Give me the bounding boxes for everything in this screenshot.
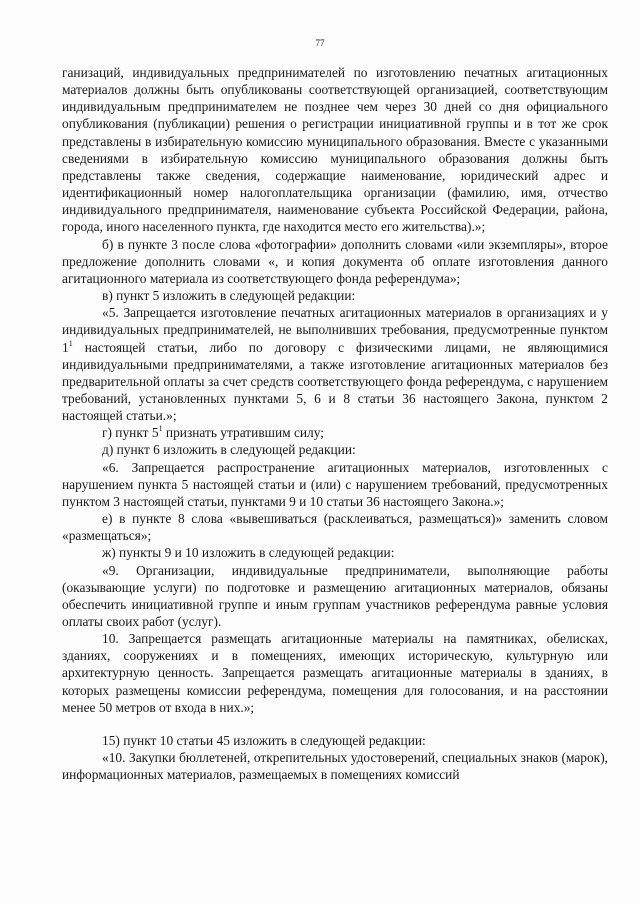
paragraph-text: «9. Организации, индивидуальные предприниматели, выполняющие работы (оказывающие услуги) по подготовке и размещению агитационных материалов, обязаны обеспечить инициативной группе и иным группам участников референдума равные условия оплаты своих работ (услуг). — [62, 562, 608, 629]
page-number: 77 — [315, 38, 325, 48]
superscript: 1 — [158, 424, 163, 434]
paragraph — [62, 732, 608, 749]
paragraph-text: 10. Запрещается размещать агитационные материалы на памятниках, обелисках, зданиях, сооружениях и в помещениях, имеющих историческую, культурную или архитектурную ценность. Запрещается размещать агитационные материалы в зданиях, в которых размещены комиссии референдума, помещения для голосования, и на расстоянии менее 50 метров от входа в них.»; — [62, 631, 608, 715]
paragraph — [62, 236, 608, 287]
paragraph — [62, 304, 608, 424]
paragraph — [62, 441, 608, 458]
paragraph — [62, 287, 608, 304]
paragraph-text: в) пункт 5 изложить в следующей редакции: — [102, 288, 356, 304]
paragraph — [62, 544, 608, 561]
paragraph — [62, 64, 608, 236]
paragraph — [62, 630, 608, 716]
paragraph-text: настоящей статьи, либо по договору с физическими лицами, не являющимися индивидуальными предпринимателями, а также изготовление агитационных материалов без предварительной оплаты за счет средств соответствующего фонда референдума, с нарушением требований, установленных пунктами 5, 6 и 8 статьи 36 настоящего Закона, пунктом 2 настоящей статьи.»; — [62, 339, 608, 424]
paragraph — [62, 749, 608, 783]
paragraph — [62, 562, 608, 631]
paragraph — [62, 459, 608, 510]
paragraph-text: е) в пункте 8 слова «вывешиваться (расклеиваться, размещаться)» заменить словом «размещаться»; — [62, 511, 608, 544]
paragraph — [62, 424, 608, 441]
paragraph-text: ж) пункты 9 и 10 изложить в следующей редакции: — [102, 545, 395, 561]
paragraph-text: б) в пункте 3 после слова «фотографии» дополнить словами «или экземпляры», второе предложение дополнить словами «, и копия документа об оплате изготовления данного агитационного материала из соответствующего фонда референдума»; — [62, 236, 608, 286]
paragraph-text: г) пункт 5 — [102, 425, 159, 441]
paragraph-text: д) пункт 6 изложить в следующей редакции: — [102, 442, 356, 458]
paragraph-text: признать утратившим силу; — [162, 425, 324, 441]
paragraph-text: 15) пункт 10 статьи 45 изложить в следующей редакции: — [102, 732, 426, 748]
paragraph-text: «6. Запрещается распространение агитационных материалов, изготовленных с нарушением пункта 5 настоящей статьи и (или) с нарушением требований, предусмотренных пунктом 3 настоящей статьи, пунктами 9 и 10 статьи 36 настоящего Закона.»; — [62, 459, 608, 509]
superscript: 1 — [68, 338, 73, 348]
document-body — [62, 64, 608, 783]
paragraph-text: «5. Запрещается изготовление печатных агитационных материалов в организациях и у индивидуальных предпринимателей, не выполнивших требования, предусмотренные пунктом 1 — [62, 305, 608, 355]
paragraph-text: ганизаций, индивидуальных предпринимателей по изготовлению печатных агитационных материалов должны быть опубликованы соответствующей организацией, соответствующим индивидуальным предпринимателем не позднее чем через 30 дней со дня официального опубликования (публикации) решения о регистрации инициативной группы и в тот же срок представлены в избирательную комиссию муниципального образования. Вместе с указанными сведениями в избирательную комиссию муниципального образования должны быть представлены также сведения, содержащие наименование, юридический адрес и идентификационный номер налогоплательщика организации (фамилию, имя, отчество индивидуального предпринимателя, наименование субъекта Российской Федерации, района, города, иного населенного пункта, где находится место его жительства).»; — [62, 65, 608, 235]
paragraph-text: «10. Закупки бюллетеней, открепительных удостоверений, специальных знаков (марок), информационных материалов, размещаемых в помещениях комиссий — [62, 750, 608, 783]
paragraph — [62, 510, 608, 544]
